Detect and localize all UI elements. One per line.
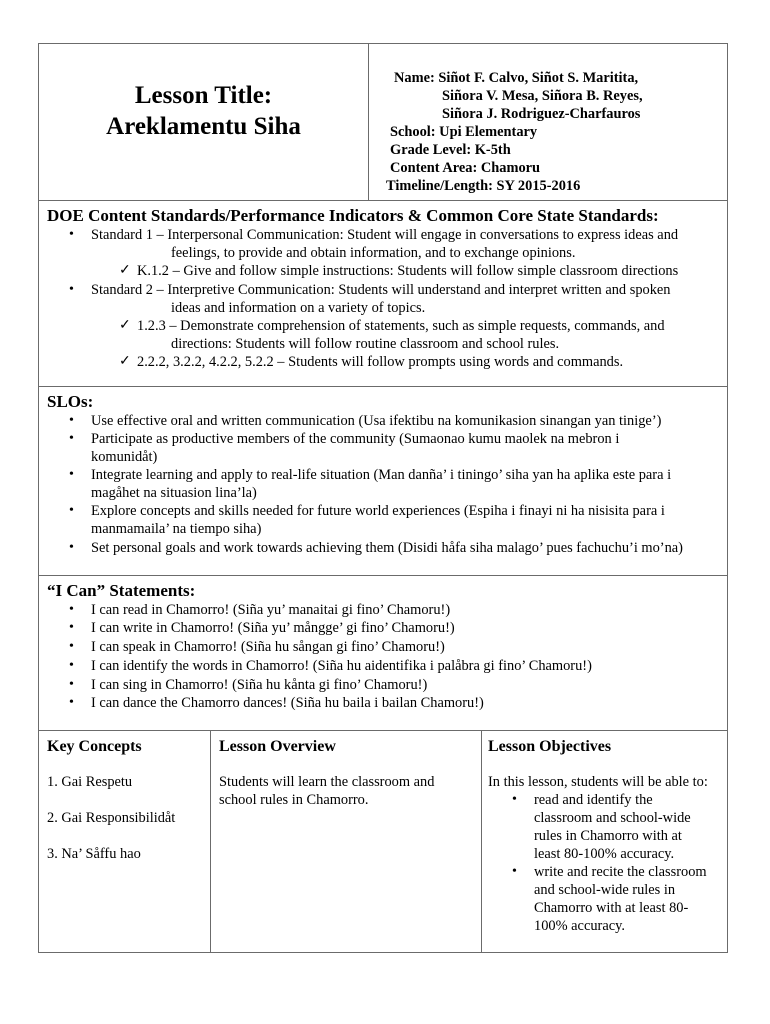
objective-2-cont: 100% accuracy.	[534, 918, 625, 934]
checkmark-icon: ✓	[119, 354, 131, 369]
key-concept-3: 3. Na’ Såffu hao	[47, 846, 141, 862]
slo-item-4-cont: manmamaila’ na tiempo siha)	[91, 521, 262, 537]
objective-1-cont: classroom and school-wide	[534, 810, 691, 826]
lesson-plan-document	[38, 43, 728, 953]
slo-item-2: Participate as productive members of the community (Sumaonao kumu maolek na mebron i	[91, 431, 620, 447]
slo-item-3: Integrate learning and apply to real-life situation (Man danña’ i tiningo’ siha yan ha aplika este para i	[91, 467, 672, 483]
objective-2-cont: Chamorro with at least 80-	[534, 900, 689, 916]
key-concepts-heading: Key Concepts	[47, 738, 142, 755]
objective-1: read and identify the	[534, 792, 653, 808]
i-can-section	[39, 576, 727, 731]
bullet-icon: •	[69, 602, 74, 617]
school-name: School: Upi Elementary	[390, 124, 538, 140]
content-area: Content Area: Chamoru	[390, 160, 541, 176]
bullet-icon: •	[69, 658, 74, 673]
standard-1-text: Standard 1 – Interpersonal Communication: Student will engage in conversations to express ideas and	[91, 227, 679, 243]
checkmark-icon: ✓	[119, 263, 131, 278]
standards-heading: DOE Content Standards/Performance Indicators & Common Core State Standards:	[47, 206, 659, 225]
lesson-objectives-heading: Lesson Objectives	[488, 738, 612, 755]
slo-item-4: Explore concepts and skills needed for future world experiences (Espiha i finayi ni ha nisisita para i	[91, 503, 665, 519]
i-can-item-1: I can read in Chamorro! (Siña yu’ manaitai gi fino’ Chamoru!)	[91, 602, 451, 618]
bullet-icon: •	[69, 540, 74, 555]
bullet-icon: •	[69, 639, 74, 654]
standard-k12-text: K.1.2 – Give and follow simple instructions: Students will follow simple classroom directions	[137, 263, 679, 279]
objective-1-cont: least 80-100% accuracy.	[534, 846, 675, 862]
lesson-title-cell	[39, 44, 368, 200]
lesson-info-cell	[368, 44, 727, 200]
key-concept-2: 2. Gai Responsibilidåt	[47, 810, 176, 826]
lesson-overview-text-cont: school rules in Chamorro.	[219, 792, 369, 808]
grade-level: Grade Level: K-5th	[390, 142, 511, 158]
lesson-title-label: Lesson Title:	[134, 82, 273, 109]
standard-2-text: Standard 2 – Interpretive Communication: Students will understand and interpret written and spoken	[91, 282, 671, 298]
teacher-names-line3: Siñora J. Rodriguez-Charfauros	[442, 106, 641, 122]
slos-section	[39, 387, 727, 576]
lesson-objectives-cell	[481, 731, 727, 952]
bullet-icon: •	[69, 282, 74, 297]
teacher-names-line2: Siñora V. Mesa, Siñora B. Reyes,	[442, 88, 643, 104]
bullet-icon: •	[512, 792, 517, 807]
i-can-heading: “I Can” Statements:	[47, 581, 196, 600]
bullet-icon: •	[69, 413, 74, 428]
bullet-icon: •	[69, 503, 74, 518]
slos-heading: SLOs:	[47, 392, 94, 411]
slo-item-1: Use effective oral and written communication (Usa ifektibu na komunikasion sinangan yan tinige’)	[91, 413, 662, 429]
objective-2-cont: and school-wide rules in	[534, 882, 676, 898]
bullet-icon: •	[69, 677, 74, 692]
standard-1-text-cont: feelings, to provide and obtain information, and to exchange opinions.	[171, 245, 576, 261]
lesson-title-value: Areklamentu Siha	[106, 113, 301, 140]
objective-1-cont: rules in Chamorro with at	[534, 828, 682, 844]
header-row	[39, 44, 727, 201]
bullet-icon: •	[512, 864, 517, 879]
key-concept-1: 1. Gai Respetu	[47, 774, 133, 790]
bullet-icon: •	[69, 695, 74, 710]
slo-item-2-cont: komunidåt)	[91, 449, 158, 465]
i-can-item-3: I can speak in Chamorro! (Siña hu sångan gi fino’ Chamoru!)	[91, 639, 445, 655]
lesson-overview-heading: Lesson Overview	[219, 738, 336, 755]
standard-2-text-cont: ideas and information on a variety of topics.	[171, 300, 426, 316]
timeline-length: Timeline/Length: SY 2015-2016	[386, 178, 581, 194]
bullet-icon: •	[69, 620, 74, 635]
bullet-icon: •	[69, 227, 74, 242]
slo-item-3-cont: magåhet na situasion lina’la)	[91, 485, 257, 501]
standard-222-text: 2.2.2, 3.2.2, 4.2.2, 5.2.2 – Students will follow prompts using words and commands.	[137, 354, 624, 370]
bullet-icon: •	[69, 467, 74, 482]
key-concepts-cell	[39, 731, 210, 952]
checkmark-icon: ✓	[119, 318, 131, 333]
i-can-item-6: I can dance the Chamorro dances! (Siña hu baila i bailan Chamoru!)	[91, 695, 484, 711]
i-can-item-4: I can identify the words in Chamorro! (Siña hu aidentifika i palåbra gi fino’ Chamoru!)	[91, 658, 592, 674]
objectives-intro: In this lesson, students will be able to:	[488, 774, 708, 790]
lesson-title	[39, 80, 368, 142]
standards-section	[39, 201, 727, 387]
objective-2: write and recite the classroom	[534, 864, 707, 880]
concepts-table	[39, 731, 727, 952]
standard-123-text-cont: directions: Students will follow routine classroom and school rules.	[171, 336, 560, 352]
i-can-item-5: I can sing in Chamorro! (Siña hu kånta gi fino’ Chamoru!)	[91, 677, 428, 693]
teacher-names-line1: Name: Siñot F. Calvo, Siñot S. Maritita,	[394, 70, 639, 86]
lesson-overview-cell	[210, 731, 481, 952]
i-can-item-2: I can write in Chamorro! (Siña yu’ mångge’ gi fino’ Chamoru!)	[91, 620, 455, 636]
lesson-overview-text: Students will learn the classroom and	[219, 774, 435, 790]
bullet-icon: •	[69, 431, 74, 446]
standard-123-text: 1.2.3 – Demonstrate comprehension of statements, such as simple requests, commands, and	[137, 318, 665, 334]
slo-item-5: Set personal goals and work towards achieving them (Disidi håfa siha malago’ pues fachuchu’i mo’na)	[91, 540, 683, 556]
